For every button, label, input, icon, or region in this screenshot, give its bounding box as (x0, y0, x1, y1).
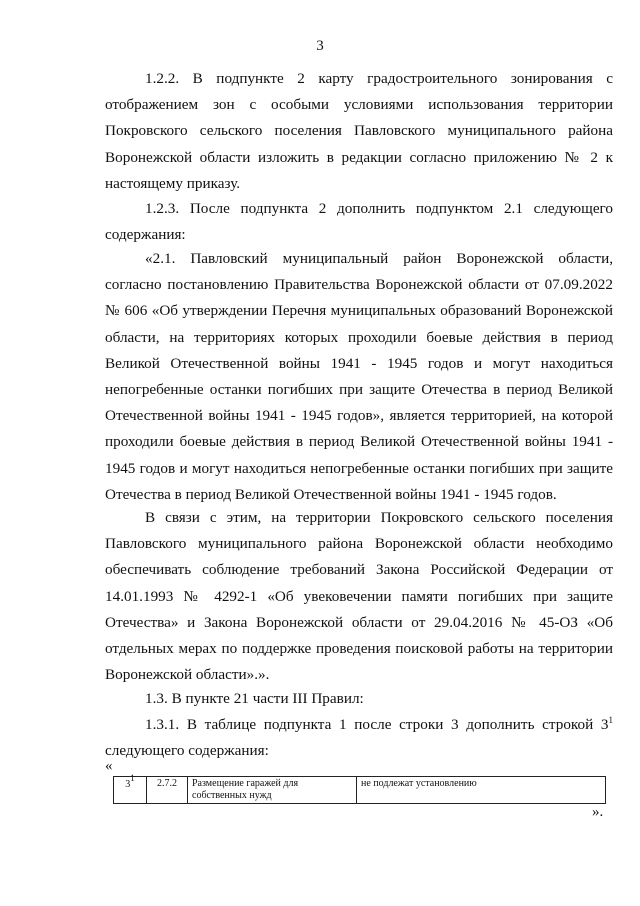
text-line: 1945 годов и могут находиться непогребенные останки погибших при защите (105, 459, 613, 477)
text-line (105, 712, 613, 738)
text-line: Павловского муниципального района Воронежской области необходимо (105, 535, 613, 553)
paragraph-1-2-3 (105, 196, 613, 248)
text-line: Покровского сельского поселения Павловского муниципального района (105, 122, 613, 140)
paragraph-1-3 (105, 686, 613, 712)
text-line: 1.3. В пункте 21 части III Правил: (145, 690, 364, 707)
text-fragment: 1.3.1. В таблице подпункта 1 после строки 3 дополнить строкой 3 (145, 716, 609, 733)
name-line: Размещение гаражей для (192, 778, 299, 789)
paragraph-in-connection (105, 505, 613, 688)
paragraph-2-1 (105, 246, 613, 508)
row-number-cell (114, 773, 147, 804)
text-line: обеспечивать соблюдение требований Закона Российской Федерации от (105, 561, 613, 579)
text-line: непогребенные останки погибших при защите Отечества в период Великой (105, 381, 613, 399)
text-line: отображением зон с особыми условиями использования территории (105, 96, 613, 114)
text-line: Великой Отечественной войны 1941 - 1945 годов и могут находиться (105, 354, 613, 372)
opening-quote: « (105, 758, 113, 774)
text-line: В связи с этим, на территории Покровского сельского поселения (145, 509, 613, 526)
text-line: проходили боевые действия в период Великой Отечественной войны 1941 - (105, 433, 613, 451)
superscript: 1 (130, 773, 135, 783)
text-line: отдельных мерах по поддержке проведения поисковой работы на территории (105, 640, 613, 658)
name-cell (188, 777, 357, 804)
text-line: Отечественной войны 1941 - 1945 годов», является территорией, на которой (105, 407, 613, 425)
text-line: области, на территориях которых проходили боевые действия в период (105, 328, 613, 346)
text-line: следующего содержания: (105, 742, 269, 760)
code-cell: 2.7.2 (147, 777, 188, 804)
paragraph-1-2-2 (105, 66, 613, 197)
text-line: Отечества» и Закона Воронежской области от 29.04.2016 № 45-ОЗ «Об (105, 613, 613, 631)
text-line: № 606 «Об утверждении Перечня муниципальных образований Воронежской (105, 302, 613, 320)
text-line: 1.2.3. После подпункта 2 дополнить подпунктом 2.1 следующего (145, 200, 613, 217)
amendment-table (113, 773, 606, 804)
text-line: содержания: (105, 226, 186, 244)
superscript: 1 (608, 715, 613, 725)
paragraph-1-3-1 (105, 712, 613, 764)
table-row (114, 777, 606, 804)
text-line: 14.01.1993 № 4292-1 «Об увековечении памяти погибших при защите (105, 587, 613, 605)
text-line: Отечества в период Великой Отечественной войны 1941 - 1945 годов. (105, 485, 557, 503)
name-line: собственных нужд (192, 790, 272, 801)
closing-quote: ». (592, 804, 604, 820)
page-number: 3 (316, 38, 324, 54)
row-number: 3 (125, 779, 131, 790)
text-line: настоящему приказу. (105, 174, 241, 192)
text-line: «2.1. Павловский муниципальный район Воронежской области, (145, 250, 613, 267)
text-line: согласно постановлению Правительства Воронежской области от 07.09.2022 (105, 276, 613, 294)
text-line: Воронежской области изложить в редакции согласно приложению № 2 к (105, 148, 613, 166)
value-cell: не подлежат установлению (357, 777, 606, 804)
text-line: 1.2.2. В подпункте 2 карту градостроительного зонирования с (145, 70, 613, 87)
text-line: Воронежской области».». (105, 666, 270, 684)
